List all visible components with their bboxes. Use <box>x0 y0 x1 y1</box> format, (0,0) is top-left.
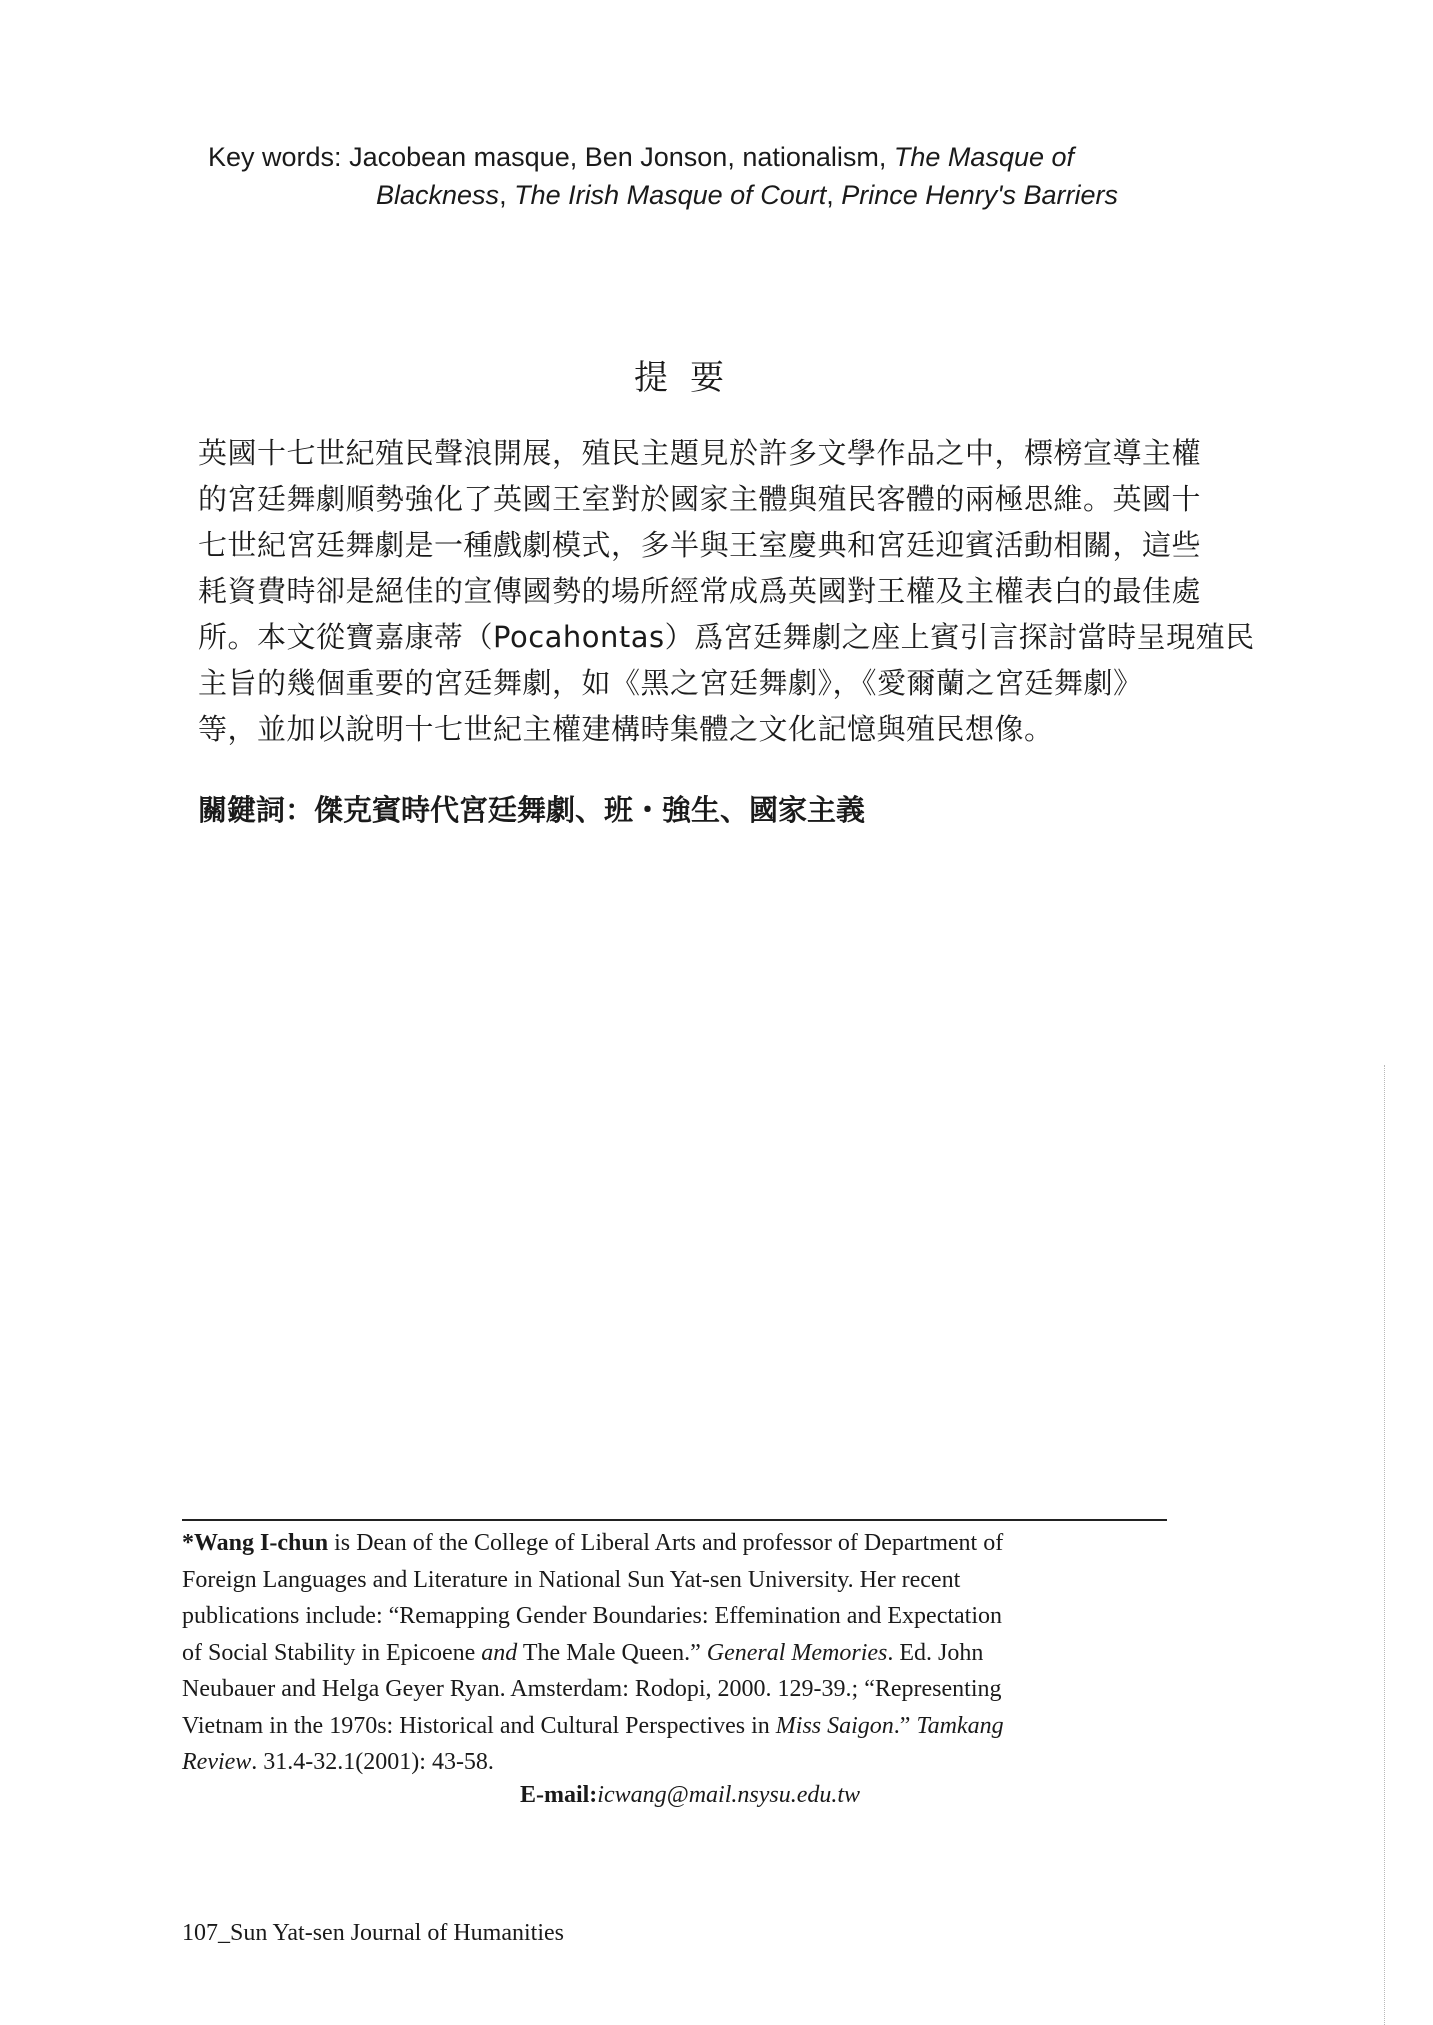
keyword-title-2: The Irish Masque of Court <box>514 180 827 210</box>
abstract-line: 等，並加以說明十七世紀主權建構時集體之文化記憶與殖民想像。 <box>198 712 1054 746</box>
abstract-line: 耗資費時卻是絕佳的宣傳國勢的場所經常成爲英國對王權及主權表白的最佳處 <box>198 574 1202 608</box>
email-address: icwang@mail.nsysu.edu.tw <box>597 1782 861 1808</box>
footnote-italic: Review <box>182 1749 252 1775</box>
keyword-title-1a: The Masque of <box>893 142 1075 172</box>
footnote-text: . 31.4-32.1(2001): 43-58. <box>251 1749 494 1775</box>
abstract-line: 主旨的幾個重要的宮廷舞劇，如《黑之宮廷舞劇》，《愛爾蘭之宮廷舞劇》 <box>198 666 1143 700</box>
english-keywords <box>208 138 1208 214</box>
author-footnote <box>182 1525 1167 1781</box>
keyword-title-3: Prince Henry's Barriers <box>841 180 1118 210</box>
footnote-text: of Social Stability in Epicoene <box>182 1639 482 1666</box>
scan-edge-line <box>1384 1065 1385 2025</box>
footnote-italic: and <box>481 1639 518 1666</box>
footnote-text: Vietnam in the 1970s: Historical and Cultural Perspectives in <box>182 1712 776 1739</box>
keyword-separator: , <box>499 180 515 210</box>
footnote-text: . Ed. John <box>887 1639 984 1666</box>
keywords-text: Jacobean masque, Ben Jonson, nationalism, <box>341 142 894 172</box>
page-footer: 107_Sun Yat-sen Journal of Humanities <box>182 1920 564 1946</box>
footnote-italic: Tamkang <box>916 1712 1004 1739</box>
abstract-line: 英國十七世紀殖民聲浪開展，殖民主題見於許多文學作品之中，標榜宣導主權 <box>198 436 1202 470</box>
email-label: E-mail: <box>519 1782 598 1808</box>
abstract-line: 所。本文從寶嘉康蒂（Pocahontas）爲宮廷舞劇之座上賓引言探討當時呈現殖民 <box>198 620 1255 654</box>
abstract-heading: 提要 <box>634 358 746 398</box>
footnote-text: .” <box>893 1712 917 1739</box>
keyword-title-1b: Blackness <box>376 180 500 210</box>
footnote-line: publications include: “Remapping Gender Boundaries: Effemination and Expectation <box>182 1603 1002 1629</box>
keyword-separator: , <box>826 180 842 210</box>
chinese-keywords: 關鍵詞：傑克賓時代宮廷舞劇、班・強生、國家主義 <box>198 793 866 827</box>
footnote-line <box>182 1744 1167 1781</box>
abstract-line: 的宮廷舞劇順勢強化了英國王室對於國家主體與殖民客體的兩極思維。英國十 <box>198 482 1202 516</box>
footnote-divider <box>182 1519 1167 1521</box>
abstract-paragraph <box>198 430 1255 752</box>
footnote-line <box>182 1635 1167 1672</box>
footnote-text: The Male Queen.” <box>517 1639 707 1666</box>
abstract-line: 七世紀宮廷舞劇是一種戲劇模式，多半與王室慶典和宮廷迎賓活動相關，這些 <box>198 528 1202 562</box>
footnote-italic: Miss Saigon <box>775 1712 894 1739</box>
footnote-italic: General Memories <box>706 1639 888 1666</box>
footnote-mark: * <box>182 1530 194 1556</box>
footnote-line: Foreign Languages and Literature in National Sun Yat-sen University. Her recent <box>182 1566 961 1593</box>
footnote-line <box>182 1708 1167 1745</box>
footnote-text: is Dean of the College of Liberal Arts and professor of Department of <box>328 1530 1004 1556</box>
keywords-line-2 <box>208 176 1208 214</box>
footnote-line <box>182 1525 1167 1562</box>
author-email <box>0 1782 1380 1809</box>
keywords-label: Key words: <box>208 142 342 172</box>
author-name: Wang I-chun <box>194 1530 329 1556</box>
footnote-line: Neubauer and Helga Geyer Ryan. Amsterdam: Rodopi, 2000. 129-39.; “Representing <box>182 1676 1002 1702</box>
